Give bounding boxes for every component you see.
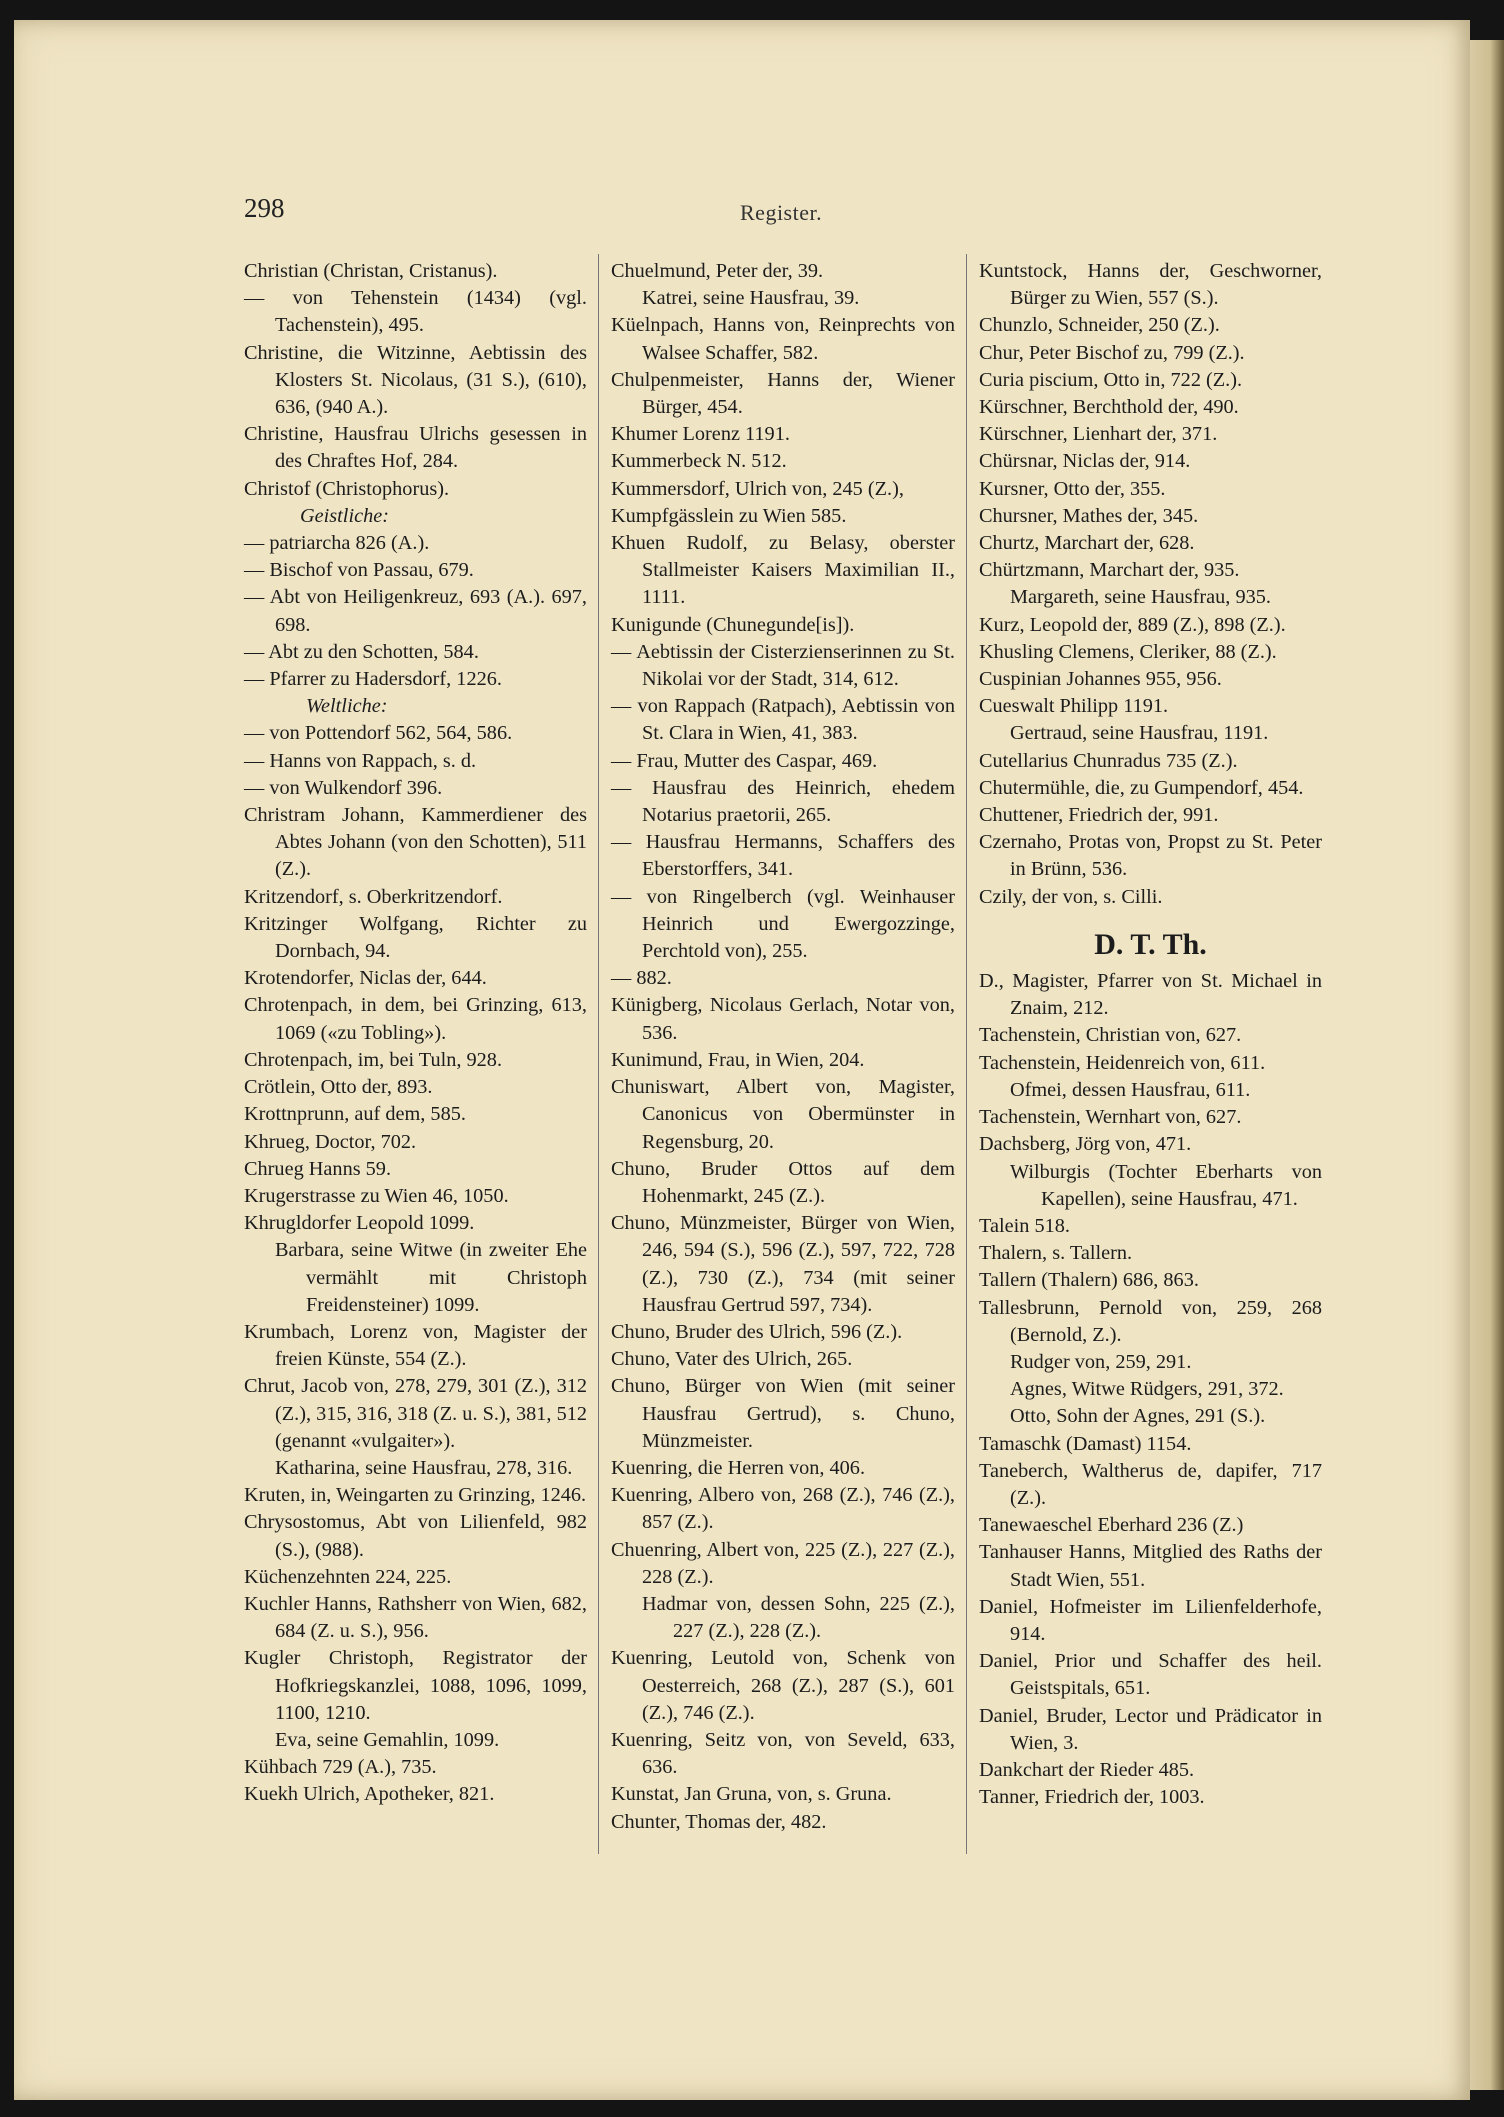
- index-entry: Kuenring, Leutold von, Schenk von Oesterreich, 268 (Z.), 287 (S.), 601 (Z.), 746 (Z.).: [611, 1647, 955, 1724]
- index-entry: Chuno, Bürger von Wien (mit seiner Hausfrau Gertrud), s. Chuno, Münzmeister.: [611, 1375, 955, 1452]
- index-entry: Kunigunde (Chunegunde[is]).: [611, 613, 855, 636]
- index-entry: Khumer Lorenz 1191.: [611, 423, 790, 446]
- index-entry: Crötlein, Otto der, 893.: [244, 1076, 433, 1099]
- index-entry: Chuno, Münzmeister, Bürger von Wien, 246, 594 (S.), 596 (Z.), 597, 722, 728 (Z.), 730 (Z.), 734 (mit seiner Hausfrau Gertrud 597, 734).: [611, 1212, 955, 1316]
- index-entry: Kritzinger Wolfgang, Richter zu Dornbach, 94.: [244, 912, 587, 963]
- index-entry: Tallern (Thalern) 686, 863.: [979, 1269, 1199, 1292]
- index-entry: Krumbach, Lorenz von, Magister der freien Künste, 554 (Z.).: [244, 1320, 587, 1371]
- index-entry: Czily, der von, s. Cilli.: [979, 885, 1163, 908]
- index-entry: Tachenstein, Wernhart von, 627.: [979, 1106, 1242, 1129]
- index-column-2: [611, 258, 955, 1836]
- index-subentry: Ofmei, dessen Hausfrau, 611.: [1010, 1078, 1251, 1101]
- index-entry: — patriarcha 826 (A.).: [244, 532, 430, 555]
- index-entry: Christian (Christan, Cristanus).: [244, 260, 498, 282]
- index-subentry: Rudger von, 259, 291.: [1010, 1350, 1192, 1373]
- index-entry: Kruten, in, Weingarten zu Grinzing, 1246.: [244, 1484, 587, 1507]
- index-entry: Kritzendorf, s. Oberkritzendorf.: [244, 885, 503, 908]
- index-subheading: Weltliche:: [306, 695, 388, 718]
- index-entry: Christof (Christophorus).: [244, 477, 450, 500]
- index-entry: Daniel, Prior und Schaffer des heil. Geistspitals, 651.: [979, 1650, 1322, 1700]
- index-entry: Dachsberg, Jörg von, 471.: [979, 1133, 1192, 1156]
- index-entry: Kunstat, Jan Gruna, von, s. Gruna.: [611, 1783, 892, 1806]
- index-entry: — von Wulkendorf 396.: [244, 776, 443, 799]
- index-entry: — von Rappach (Ratpach), Aebtissin von St. Clara in Wien, 41, 383.: [611, 695, 955, 745]
- index-entry: Kuekh Ulrich, Apotheker, 821.: [244, 1783, 495, 1806]
- index-subentry: Eva, seine Gemahlin, 1099.: [275, 1728, 500, 1751]
- index-entry: Chrysostomus, Abt von Lilienfeld, 982 (S.), (988).: [244, 1511, 587, 1561]
- index-entry: D., Magister, Pfarrer von St. Michael in Znaim, 212.: [979, 970, 1322, 1020]
- index-entry: Krotendorfer, Niclas der, 644.: [244, 967, 487, 990]
- index-subentry: Katrei, seine Hausfrau, 39.: [642, 287, 860, 310]
- index-entry: Tanhauser Hanns, Mitglied des Raths der Stadt Wien, 551.: [979, 1541, 1322, 1591]
- index-entry: Chürsnar, Niclas der, 914.: [979, 450, 1191, 473]
- index-entry: Küelnpach, Hanns von, Reinprechts von Walsee Schaffer, 582.: [611, 314, 955, 364]
- index-subentry: Margareth, seine Hausfrau, 935.: [1010, 586, 1271, 609]
- index-subentry: Barbara, seine Witwe (in zweiter Ehe vermählt mit Christoph Freidensteiner) 1099.: [275, 1239, 587, 1316]
- column-divider: [966, 254, 967, 1854]
- index-entry: Kugler Christoph, Registrator der Hofkriegskanzlei, 1088, 1096, 1099, 1100, 1210.: [244, 1647, 587, 1724]
- index-entry: Chunter, Thomas der, 482.: [611, 1810, 827, 1833]
- index-entry: Chursner, Mathes der, 345.: [979, 504, 1199, 527]
- index-entry: Daniel, Bruder, Lector und Prädicator in Wien, 3.: [979, 1704, 1322, 1754]
- index-entry: Cuspinian Johannes 955, 956.: [979, 668, 1222, 691]
- index-column-1: [244, 258, 587, 1809]
- index-entry: — von Pottendorf 562, 564, 586.: [244, 722, 513, 745]
- index-entry: Kuchler Hanns, Rathsherr von Wien, 682, 684 (Z. u. S.), 956.: [244, 1592, 587, 1643]
- index-entry: Thalern, s. Tallern.: [979, 1242, 1133, 1265]
- index-entry: Kürschner, Lienhart der, 371.: [979, 423, 1218, 446]
- index-subentry: Katharina, seine Hausfrau, 278, 316.: [275, 1456, 573, 1479]
- index-entry: Chrueg Hanns 59.: [244, 1157, 392, 1180]
- index-subentry: Gertraud, seine Hausfrau, 1191.: [1010, 722, 1269, 745]
- index-entry: Kürschner, Berchthold der, 490.: [979, 396, 1239, 419]
- index-entry: — Hausfrau des Heinrich, ehedem Notarius praetorii, 265.: [611, 776, 955, 827]
- index-entry: Chuniswart, Albert von, Magister, Canonicus von Obermünster in Regensburg, 20.: [611, 1076, 955, 1153]
- index-entry: Kummerbeck N. 512.: [611, 450, 787, 473]
- index-entry: Chuno, Bruder des Ulrich, 596 (Z.).: [611, 1320, 903, 1343]
- index-entry: — von Ringelberch (vgl. Weinhauser Heinrich und Ewergozzinge, Perchtold von), 255.: [611, 885, 955, 963]
- index-entry: Christram Johann, Kammerdiener des Abtes Johann (von den Schotten), 511 (Z.).: [244, 804, 587, 881]
- index-entry: Talein 518.: [979, 1214, 1070, 1237]
- index-entry: Khusling Clemens, Cleriker, 88 (Z.).: [979, 640, 1277, 663]
- index-entry: — Abt zu den Schotten, 584.: [244, 640, 479, 663]
- index-entry: — Frau, Mutter des Caspar, 469.: [611, 749, 878, 772]
- index-entry: Kursner, Otto der, 355.: [979, 477, 1166, 500]
- column-divider: [598, 254, 599, 1854]
- index-subentry: Wilburgis (Tochter Eberharts von Kapellen), seine Hausfrau, 471.: [1010, 1160, 1322, 1210]
- index-entry: Christine, die Witzinne, Aebtissin des Klosters St. Nicolaus, (31 S.), (610), 636, (940 A.).: [244, 341, 587, 419]
- index-subentry: Agnes, Witwe Rüdgers, 291, 372.: [1010, 1378, 1284, 1401]
- index-entry: Küchenzehnten 224, 225.: [244, 1565, 452, 1588]
- index-entry: Chulpenmeister, Hanns der, Wiener Bürger, 454.: [611, 368, 955, 419]
- index-entry: Tamaschk (Damast) 1154.: [979, 1432, 1192, 1455]
- index-entry: Tachenstein, Heidenreich von, 611.: [979, 1051, 1266, 1074]
- index-entry: Chuelmund, Peter der, 39.: [611, 260, 824, 282]
- index-entry: Curia piscium, Otto in, 722 (Z.).: [979, 368, 1243, 391]
- index-entry: — Abt von Heiligenkreuz, 693 (A.). 697, 698.: [244, 586, 587, 636]
- index-entry: Krottnprunn, auf dem, 585.: [244, 1103, 466, 1126]
- index-entry: Kuenring, die Herren von, 406.: [611, 1456, 866, 1479]
- index-entry: Khuen Rudolf, zu Belasy, oberster Stallmeister Kaisers Maximilian II., 1111.: [611, 532, 955, 609]
- index-entry: — von Tehenstein (1434) (vgl. Tachenstein), 495.: [244, 287, 587, 337]
- index-entry: Tachenstein, Christian von, 627.: [979, 1024, 1242, 1047]
- index-entry: Khrugldorfer Leopold 1099.: [244, 1212, 475, 1235]
- index-entry: Khrueg, Doctor, 702.: [244, 1130, 417, 1153]
- section-heading: D. T. Th.: [1094, 927, 1207, 961]
- index-entry: Chuttener, Friedrich der, 991.: [979, 804, 1219, 827]
- index-entry: Tanewaeschel Eberhard 236 (Z.): [979, 1514, 1244, 1537]
- index-subheading: Geistliche:: [300, 504, 389, 527]
- index-entry: Kuntstock, Hanns der, Geschworner, Bürger zu Wien, 557 (S.).: [979, 260, 1322, 310]
- index-entry: Chuenring, Albert von, 225 (Z.), 227 (Z.), 228 (Z.).: [611, 1538, 955, 1588]
- index-entry: Churtz, Marchart der, 628.: [979, 532, 1195, 555]
- index-entry: Kuenring, Albero von, 268 (Z.), 746 (Z.), 857 (Z.).: [611, 1484, 955, 1534]
- index-entry: Daniel, Hofmeister im Lilienfelderhofe, 914.: [979, 1595, 1322, 1645]
- index-entry: Künigberg, Nicolaus Gerlach, Notar von, 536.: [611, 994, 955, 1044]
- index-entry: Kunimund, Frau, in Wien, 204.: [611, 1048, 865, 1071]
- index-entry: Chürtzmann, Marchart der, 935.: [979, 559, 1240, 582]
- index-column-3: [979, 258, 1322, 1811]
- index-entry: Cueswalt Philipp 1191.: [979, 695, 1169, 718]
- index-entry: — Pfarrer zu Hadersdorf, 1226.: [244, 668, 502, 691]
- index-entry: — Aebtissin der Cisterzienserinnen zu St. Nikolai vor der Stadt, 314, 612.: [611, 640, 955, 691]
- index-entry: Taneberch, Waltherus de, dapifer, 717 (Z.).: [979, 1459, 1322, 1509]
- index-entry: Chrotenpach, im, bei Tuln, 928.: [244, 1048, 503, 1071]
- index-entry: Chunzlo, Schneider, 250 (Z.).: [979, 314, 1220, 337]
- index-entry: Krugerstrasse zu Wien 46, 1050.: [244, 1184, 509, 1207]
- page-number: 298: [244, 193, 285, 223]
- index-entry: Chrut, Jacob von, 278, 279, 301 (Z.), 312 (Z.), 315, 316, 318 (Z. u. S.), 381, 512 (genannt «vulgaiter»).: [244, 1375, 587, 1452]
- index-entry: Kurz, Leopold der, 889 (Z.), 898 (Z.).: [979, 613, 1286, 636]
- index-entry: Kumpfgässlein zu Wien 585.: [611, 504, 847, 527]
- index-entry: Tallesbrunn, Pernold von, 259, 268 (Bernold, Z.).: [979, 1296, 1322, 1346]
- index-entry: — 882.: [611, 967, 672, 990]
- index-entry: Cutellarius Chunradus 735 (Z.).: [979, 749, 1238, 772]
- book-spine-edge: [1470, 40, 1504, 2090]
- running-header: Register.: [740, 200, 823, 225]
- index-subentry: Otto, Sohn der Agnes, 291 (S.).: [1010, 1405, 1266, 1428]
- index-entry: Czernaho, Protas von, Propst zu St. Peter in Brünn, 536.: [979, 831, 1322, 881]
- index-entry: Chutermühle, die, zu Gumpendorf, 454.: [979, 776, 1304, 799]
- index-entry: — Bischof von Passau, 679.: [244, 559, 474, 582]
- index-entry: Chuno, Bruder Ottos auf dem Hohenmarkt, 245 (Z.).: [611, 1157, 955, 1207]
- index-entry: Chrotenpach, in dem, bei Grinzing, 613, 1069 («zu Tobling»).: [244, 994, 587, 1044]
- index-entry: Kuenring, Seitz von, von Seveld, 633, 636.: [611, 1728, 955, 1779]
- index-entry: — Hausfrau Hermanns, Schaffers des Eberstorffers, 341.: [611, 831, 955, 881]
- index-entry: Christine, Hausfrau Ulrichs gesessen in des Chraftes Hof, 284.: [244, 423, 587, 473]
- index-subentry: Hadmar von, dessen Sohn, 225 (Z.), 227 (Z.), 228 (Z.).: [642, 1592, 955, 1643]
- index-entry: Chur, Peter Bischof zu, 799 (Z.).: [979, 341, 1245, 364]
- index-entry: Chuno, Vater des Ulrich, 265.: [611, 1348, 853, 1371]
- index-entry: Kummersdorf, Ulrich von, 245 (Z.),: [611, 477, 904, 500]
- index-entry: — Hanns von Rappach, s. d.: [244, 749, 477, 772]
- index-entry: Kühbach 729 (A.), 735.: [244, 1756, 437, 1779]
- index-entry: Tanner, Friedrich der, 1003.: [979, 1786, 1205, 1809]
- index-entry: Dankchart der Rieder 485.: [979, 1758, 1195, 1781]
